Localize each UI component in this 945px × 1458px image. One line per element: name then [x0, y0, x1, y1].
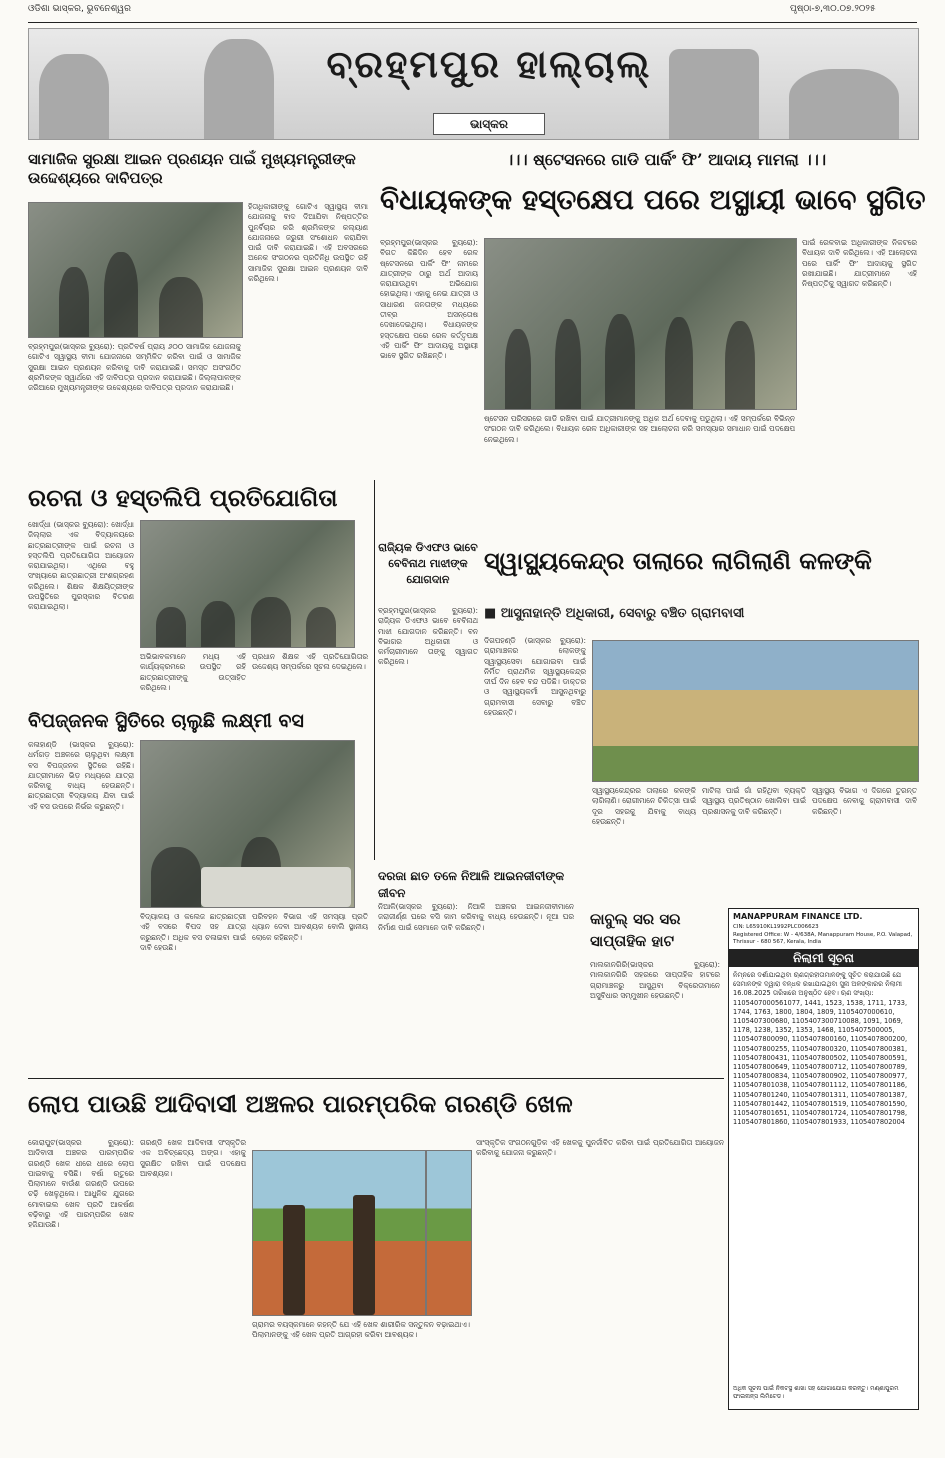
story2-kicker: ।।। ଷ୍ଟେସନରେ ଗାଡି ପାର୍କିଂ ଫି’ ଆଦାୟ ମାମଲା ।।।: [505, 150, 827, 169]
story5-headline: ସ୍ୱାସ୍ଥ୍ୟକେନ୍ଦ୍ର ତାଲାରେ ଲାଗିଲାଣି କଳଙ୍କି: [484, 546, 872, 575]
top-rule: [28, 22, 917, 23]
story3-col1: ଖୋର୍ଦ୍ଧା (ଭାସ୍କର ବ୍ୟୁରୋ): ଖୋର୍ଦ୍ଧା ଜିଲ୍ଲାର ଏକ ବିଦ୍ୟାଳୟରେ ଛାତ୍ରଛାତ୍ରୀଙ୍କ ପାଇଁ ରଚନା ଓ ହସ୍ତଲିପି ପ୍ରତିଯୋଗିତା ଆୟୋଜନ କରାଯାଇଥିଲା। ଏଥିରେ ବହୁ ସଂଖ୍ୟାରେ ଛାତ୍ରଛାତ୍ରୀ ଅଂଶଗ୍ରହଣ କରିଥିଲେ। ଶିକ୍ଷକ ଶିକ୍ଷୟିତ୍ରୀଙ୍କ ଉପସ୍ଥିତିରେ ପୁରସ୍କାର ବିତରଣ କରାଯାଇଥିଲା।: [28, 520, 134, 612]
story8-headline: କାବୁଲ୍ ସର ସର ସାପ୍ତାହିକ ହାଟ: [590, 910, 681, 950]
story6-photo: [140, 740, 355, 908]
story2-col1: ବ୍ରହ୍ମପୁର(ଭାସ୍କର ବ୍ୟୁରୋ): ବିଗତ କିଛିଦିନ ହେବ ରେଳ ଷ୍ଟେସନରେ ପାର୍କିଂ ଫି’ ନାମରେ ଯାତ୍ରୀଙ୍କ ଠାରୁ ଅର୍ଥ ଆଦାୟ କରାଯାଉଥିବା ଅଭିଯୋଗ ହୋଇଥିଲା। ଏହାକୁ ନେଇ ଯାତ୍ରୀ ଓ ସାଧାରଣ ଜନତାଙ୍କ ମଧ୍ୟରେ ତୀବ୍ର ଅସନ୍ତୋଷ ଦେଖାଦେଇଥିଲା। ବିଧାୟକଙ୍କ ହସ୍ତକ୍ଷେପ ପରେ ରେଳ କର୍ତ୍ତୃପକ୍ଷ ଏହି ପାର୍କିଂ ଫି’ ଆଦାୟକୁ ଅସ୍ଥାୟୀ ଭାବେ ସ୍ଥଗିତ ରଖିଛନ୍ତି।: [380, 238, 478, 361]
story9-headline: ଲୋପ ପାଉଛି ଆଦିବାସୀ ଅଞ୍ଚଳର ପାରମ୍ପରିକ ଗରଣ୍ଡି ଖେଳ: [28, 1089, 573, 1118]
story3-col2: ଅଭିଭାବକମାନେ ମଧ୍ୟ ଏହି କାର୍ଯ୍ୟକ୍ରମରେ ଉପସ୍ଥିତ ରହି ଛାତ୍ରଛାତ୍ରୀଙ୍କୁ ଉତ୍ସାହିତ କରିଥିଲେ।: [140, 652, 246, 692]
notice-footer: ଅଧିକ ସୂଚନା ପାଇଁ ନିକଟସ୍ଥ ଶାଖା ସହ ଯୋଗାଯୋଗ କରନ୍ତୁ। ମଣ୍ଣାପୁରମ ଫାଇନାନ୍ସ ଲିମିଟେଡ।: [733, 1385, 899, 1400]
section-banner: [28, 28, 919, 140]
story1-col2: ହିତାଧିକାରୀଙ୍କୁ ଗୋଟିଏ ସ୍ୱାସ୍ଥ୍ୟ ବୀମା ଯୋଜନାକୁ ବାଦ ଦିଆଯିବା ନିଷ୍ପତ୍ତିର ପୁନର୍ବିଚାର କରି ଶ୍ରମିକଙ୍କ କଲ୍ୟାଣ ଯୋଜନାରେ ଜରୁରୀ ସଂଶୋଧନ କରାଯିବା ପାଇଁ ଦାବି କରାଯାଇଛି। ଏହି ଅବସରରେ ଅନେକ ସଂଗଠନର ପ୍ରତିନିଧି ଉପସ୍ଥିତ ରହି ସାମାଜିକ ସୁରକ୍ଷା ଆଇନ ପ୍ରଣୟନ ଦାବି କରିଥିଲେ।: [248, 202, 368, 284]
story3-headline: ରଚନା ଓ ହସ୍ତଲିପି ପ୍ରତିଯୋଗିତା: [28, 483, 338, 512]
story9-photo-right: [426, 1150, 472, 1316]
story9-col1: କୋରାପୁଟ(ଭାସ୍କର ବ୍ୟୁରୋ): ଆଦିବାସୀ ଅଞ୍ଚଳର ପାରମ୍ପରିକ ଗରଣ୍ଡି ଖେଳ ଧୀରେ ଧୀରେ ଲୋପ ପାଇବାକୁ ବସିଛି। ବର୍ଷା ଋତୁରେ ପିଲାମାନେ ବାଉଁଶ ଗରଣ୍ଡି ଉପରେ ଚଢ଼ି ଖେଳୁଥିଲେ। ଆଧୁନିକ ଯୁଗରେ ମୋବାଇଲ ଖେଳ ପ୍ରତି ଆକର୍ଷଣ ବଢ଼ିବାରୁ ଏହି ପାରମ୍ପରିକ ଖେଳ ହଜିଯାଉଛି।: [28, 1138, 134, 1230]
running-head-right: ପୃଷ୍ଠା-୭,୩୦.୦୭.୨୦୨୫: [790, 4, 876, 14]
notice-company: MANAPPURAM FINANCE LTD.: [733, 912, 863, 921]
story7-headline: ଦରଜା ଛାତ ତଳେ ନିଆଳି ଆଇନଜୀବୀଙ୍କ ଜୀବନ: [378, 869, 565, 900]
story1-col1: ବ୍ରହ୍ମପୁର(ଭାସ୍କର ବ୍ୟୁରୋ): ପ୍ରତିବର୍ଷ ପ୍ରାୟ ୬୦୦ ସାମାଜିକ ଯୋଜନାକୁ ଗୋଟିଏ ସ୍ୱାସ୍ଥ୍ୟ ବୀମା ଯୋଜନାରେ ସମ୍ମିଳିତ କରିବା ପାଇଁ ଓ ସାମାଜିକ ସୁରକ୍ଷା ଆଇନ ପ୍ରଣୟନ କରିବାକୁ ଦାବି କରାଯାଇଛି। ସମସ୍ତ ଅସଂଗଠିତ ଶ୍ରମିକଙ୍କ ସ୍ୱାର୍ଥରେ ଏହି ଦାବିପତ୍ର ପ୍ରଦାନ କରାଯାଇଛି। ଜିଲ୍ଲାପାଳଙ୍କ ଜରିଆରେ ମୁଖ୍ୟମନ୍ତ୍ରୀଙ୍କ ଉଦ୍ଦେଶ୍ୟରେ ଦାବିପତ୍ର ପ୍ରଦାନ କରାଯାଇଛି।: [28, 342, 241, 393]
story9-col4: ସାଂସ୍କୃତିକ ସଂଗଠନଗୁଡ଼ିକ ଏହି ଖେଳକୁ ପୁନର୍ଜୀବିତ କରିବା ପାଇଁ ପ୍ରତିଯୋଗିତା ଆୟୋଜନ କରିବାକୁ ଯୋଜନା କରୁଛନ୍ତି।: [476, 1138, 724, 1158]
story9-col2: ଗରଣ୍ଡି ଖେଳ ଆଦିବାସୀ ସଂସ୍କୃତିର ଏକ ଅବିଚ୍ଛେଦ୍ୟ ଅଙ୍ଗ। ଏହାକୁ ସୁରକ୍ଷିତ ରଖିବା ପାଇଁ ପଦକ୍ଷେପ ଆବଶ୍ୟକ।: [140, 1138, 246, 1178]
story2-photo: [484, 238, 797, 410]
story3-photo: [140, 520, 355, 648]
story5-subhead-row: ■ ଆସୁନାହାନ୍ତି ଅଧିକାରୀ, ସେବାରୁ ବଞ୍ଚିତ ଗ୍ରାମବାସୀ: [484, 606, 745, 621]
story6-headline: ବିପଜ୍ଜନକ ସ୍ଥିତିରେ ଚାଲୁଛି ଲକ୍ଷ୍ମୀ ବସ: [28, 710, 304, 732]
story5-subhead: ଆସୁନାହାନ୍ତି ଅଧିକାରୀ, ସେବାରୁ ବଞ୍ଚିତ ଗ୍ରାମବାସୀ: [500, 606, 745, 621]
story6-col1: କଳାହାଣ୍ଡି (ଭାସ୍କର ବ୍ୟୁରୋ): ଧର୍ମଗଡ଼ ଅଞ୍ଚଳରେ ଚାଲୁଥିବା ଲକ୍ଷ୍ମୀ ବସ ବିପଜ୍ଜନକ ସ୍ଥିତିରେ ରହିଛି। ଯାତ୍ରୀମାନେ ଭିଡ଼ ମଧ୍ୟରେ ଯାତ୍ରା କରିବାକୁ ବାଧ୍ୟ ହେଉଛନ୍ତି। ଛାତ୍ରଛାତ୍ରୀ ବିଦ୍ୟାଳୟ ଯିବା ପାଇଁ ଏହି ବସ ଉପରେ ନିର୍ଭର କରୁଛନ୍ତି।: [28, 740, 134, 811]
story7-body: ନିଆଳି(ଭାସ୍କର ବ୍ୟୁରୋ): ନିଆଳି ଅଞ୍ଚଳର ଆଇନଜୀବୀମାନେ ଜରାଜୀର୍ଣ୍ଣ ଘରେ ବସି କାମ କରିବାକୁ ବାଧ୍ୟ ହେଉଛନ୍ତି। ନୂଆ ଘର ନିର୍ମାଣ ପାଇଁ ସେମାନେ ଦାବି କରିଛନ୍ତି।: [378, 902, 574, 932]
story6-col3: ପରିବହନ ବିଭାଗ ଏହି ସମସ୍ୟା ପ୍ରତି ଧ୍ୟାନ ଦେବା ଆବଶ୍ୟକ ବୋଲି ସ୍ଥାନୀୟ ଲୋକେ କହିଛନ୍ତି।: [252, 912, 368, 942]
story5-col2: ସ୍ୱାସ୍ଥ୍ୟକେନ୍ଦ୍ରର ତାଲାରେ କଳଙ୍କି ଲାଗିଲାଣି। ରୋଗୀମାନେ ଚିକିତ୍ସା ପାଇଁ ଦୂର ସହରକୁ ଯିବାକୁ ବାଧ୍ୟ ହେଉଛନ୍ତି।: [592, 786, 696, 826]
story8-body: ମାଲକାନଗିରି(ଭାସ୍କର ବ୍ୟୁରୋ): ମାଲକାନଗିରି ସହରରେ ସାପ୍ତାହିକ ହାଟରେ ଗ୍ରାମାଞ୍ଚଳରୁ ଆସୁଥିବା ବିକ୍ରେତାମାନେ ଅସୁବିଧାର ସମ୍ମୁଖୀନ ହେଉଛନ୍ତି।: [590, 960, 720, 1000]
story9-col3: ଗ୍ରାମର ବୟସ୍କମାନେ କହନ୍ତି ଯେ ଏହି ଖେଳ ଶାରୀରିକ ସନ୍ତୁଳନ ବଢ଼ାଇଥାଏ। ପିଲାମାନଙ୍କୁ ଏହି ଖେଳ ପ୍ରତି ଆଗ୍ରହୀ କରିବା ଆବଶ୍ୟକ।: [252, 1320, 470, 1340]
notice-body: ନିମ୍ନରେ ଦର୍ଶାଯାଇଥିବା ଋଣଗ୍ରହୀତାମାନଙ୍କୁ ସୂଚିତ କରାଯାଉଛି ଯେ ସେମାନଙ୍କ ଦ୍ୱାରା ବନ୍ଧକ ରଖାଯାଇଥିବା ସୁନା ଅଳଙ୍କାରର ନିଲାମୀ 16.08.2025 ତାରିଖରେ ଅନୁଷ୍ଠିତ ହେବ। ଋଣ ସଂଖ୍ୟା: 1105407000561077, 1441, 1523, 1538, 1711, 1733, 1744, 1763, 1800, 1804, 1809, 1105407000610, 1105407300680, 1105407300710088, 1091, 1069, 1178, 1238, 1352, 1353, 1468, 1105407500005, 1105407800090, 1105407800160, 1105407800200, 1105407800255, 1105407800320, 1105407800381, 1105407800431, 1105407800502, 1105407800591, 1105407800649, 1105407800712, 1105407800789, 1105407800834, 1105407800902, 1105407800977, 1105407801038, 1105407801112, 1105407801186, 1105407801240, 1105407801311, 1105407801387, 1105407801442, 1105407801519, 1105407801590, 1105407801651, 1105407801724, 1105407801798, 1105407801860, 1105407801933, 1105407802004: [733, 971, 908, 1127]
story9-photo-left: [252, 1150, 426, 1316]
story4-body: ବ୍ରହ୍ମପୁର(ଭାସ୍କର ବ୍ୟୁରୋ): ରାଜ୍ୟିକ ଡିଏଫଓ ଭାବେ ବେବିନାଥ ମାଝୀ ଯୋଗଦାନ କରିଛନ୍ତି। ବନ ବିଭାଗର ଅଧିକାରୀ ଓ କର୍ମଚାରୀମାନେ ତାଙ୍କୁ ସ୍ୱାଗତ କରିଥିଲେ।: [378, 606, 478, 667]
story5-col4: ସ୍ୱାସ୍ଥ୍ୟ ବିଭାଗ ଏ ଦିଗରେ ତୁରନ୍ତ ପଦକ୍ଷେପ ନେବାକୁ ଗ୍ରାମବାସୀ ଦାବି କରିଛନ୍ତି।: [812, 786, 917, 816]
story2-col2: ଷ୍ଟେସନ ପରିସରରେ ଗାଡି ରଖିବା ପାଇଁ ଯାତ୍ରୀମାନଙ୍କୁ ଅଧିକ ଅର୍ଥ ଦେବାକୁ ପଡୁଥିଲା। ଏହି ସମ୍ପର୍କରେ ବିଭିନ୍ନ ସଂଗଠନ ଦାବି କରିଥିଲେ। ବିଧାୟକ ରେଳ ଅଧିକାରୀଙ୍କ ସହ ଆଲୋଚନା କରି ସମସ୍ୟାର ସମାଧାନ ପାଇଁ ପଦକ୍ଷେପ ନେଇଥିଲେ।: [484, 414, 795, 444]
story2-headline: ବିଧାୟକଙ୍କ ହସ୍ତକ୍ଷେପ ପରେ ଅସ୍ଥାୟୀ ଭାବେ ସ୍ଥଗିତ: [380, 183, 926, 216]
story4-headline: ରାଜ୍ୟିକ ଡିଏଫଓ ଭାବେ ବେବିନାଥ ମାଝୀଙ୍କ ଯୋଗଦାନ: [378, 541, 478, 586]
story5-col1: ଦିଗପହଣ୍ଡି (ଭାସ୍କର ବ୍ୟୁରୋ): ଗ୍ରାମାଞ୍ଚଳର ଲୋକଙ୍କୁ ସ୍ୱାସ୍ଥ୍ୟସେବା ଯୋଗାଇବା ପାଇଁ ନିର୍ମିତ ପ୍ରାଥମିକ ସ୍ୱାସ୍ଥ୍ୟକେନ୍ଦ୍ର ଦୀର୍ଘ ଦିନ ହେବ ବନ୍ଦ ପଡିଛି। ଡାକ୍ତର ଓ ସ୍ୱାସ୍ଥ୍ୟକର୍ମୀ ଆସୁନଥିବାରୁ ଗ୍ରାମବାସୀ ସେବାରୁ ବଞ୍ଚିତ ହେଉଛନ୍ତି।: [484, 636, 586, 718]
story3-col3: ପ୍ରଧାନ ଶିକ୍ଷକ ଏହି ପ୍ରତିଯୋଗିତାର ଉଦ୍ଦେଶ୍ୟ ସମ୍ପର୍କରେ ସୂଚନା ଦେଇଥିଲେ।: [252, 652, 368, 672]
notice-cin: CIN: L65910KL1992PLC006623: [733, 924, 819, 930]
story1-headline: ସାମାଜିକ ସୁରକ୍ଷା ଆଇନ ପ୍ରଣୟନ ପାଇଁ ମୁଖ୍ୟମନ୍ତ୍ରୀଙ୍କ ଉଦ୍ଦେଶ୍ୟରେ ଦାବିପତ୍ର: [28, 150, 356, 187]
story1-photo: [28, 202, 243, 338]
story5-col3: ମାଟିଲା ପାଇଁ ଗାଁ ରହିଥିବା ବ୍ୟକ୍ତି ସ୍ୱାସ୍ଥ୍ୟ ପ୍ରତିଷ୍ଠାନ ଖୋଲିବା ପାଇଁ ପ୍ରଶାସନକୁ ଦାବି କରିଛନ୍ତି।: [702, 786, 806, 816]
column-divider: [374, 480, 375, 860]
running-head-left: ଓଡିଶା ଭାସ୍କର, ଭୁବନେଶ୍ୱର: [28, 4, 131, 14]
brand-logo: ଭାସ୍କର: [433, 113, 545, 135]
banner-title: ବ୍ରହ୍ମପୁର ହାଲ୍‌ଚାଲ୍: [326, 41, 652, 86]
notice-address: Registered Office: W - 4/638A, Manappuram House, P.O. Valapad, Thrissur - 680 567, Kerala, India: [733, 932, 913, 945]
story6-col2: ବିଦ୍ୟାଳୟ ଓ କଲେଜ ଛାତ୍ରଛାତ୍ରୀ ଏହି ବସରେ ବିପଦ ସହ ଯାତ୍ରା କରୁଛନ୍ତି। ଅଧିକ ବସ ଚଳାଇବା ପାଇଁ ଦାବି ହେଉଛି।: [140, 912, 246, 952]
notice-title: ନିଲାମୀ ସୂଚନା: [729, 949, 918, 967]
story5-photo: [592, 640, 919, 782]
story2-col3: ପାଇଁ ରେଳବାଇ ଅଧିକାରୀଙ୍କ ନିକଟରେ ବିଧାୟକ ଦାବି କରିଥିଲେ। ଏହି ଆଲୋଚନା ପରେ ପାର୍କିଂ ଫି’ ଆଦାୟକୁ ସ୍ଥଗିତ ରଖାଯାଇଛି। ଯାତ୍ରୀମାନେ ଏହି ନିଷ୍ପତ୍ତିକୁ ସ୍ୱାଗତ କରିଛନ୍ତି।: [802, 238, 917, 289]
auction-notice: [728, 908, 919, 1410]
section-rule: [28, 1078, 724, 1079]
